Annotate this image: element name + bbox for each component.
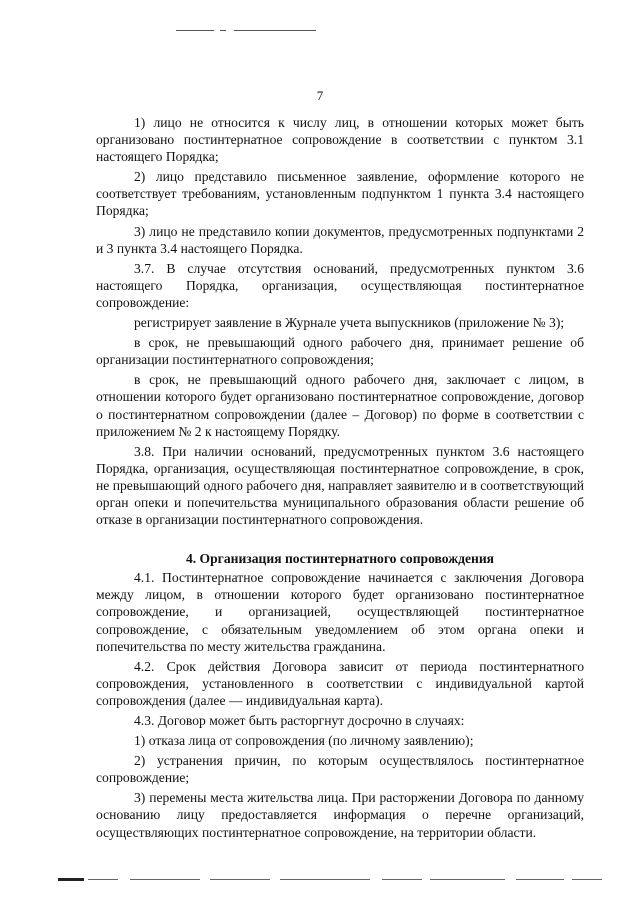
paragraph: 1) лицо не относится к числу лиц, в отношении которых может быть организовано постинтернатное сопровождение в соответствии с пунктом 3.1 настоящего Порядка; (96, 115, 584, 165)
document-body (96, 114, 584, 841)
paragraph: 2) лицо представило письменное заявление, оформление которого не соответствует требованиям, установленным подпунктом 1 пункта 3.4 настоящего Порядка; (96, 169, 584, 219)
paragraph: 3) перемены места жительства лица. При расторжении Договора по данному основанию лицу предоставляется информация о перечне организаций, осуществляющих постинтернатное сопровождение, на территории области. (96, 790, 584, 840)
paragraph: 3.7. В случае отсутствия оснований, предусмотренных пунктом 3.6 настоящего Порядка, организация, осуществляющая постинтернатное сопровождение: (96, 260, 584, 310)
paragraph: 1) отказа лица от сопровождения (по личному заявлению); (134, 733, 474, 749)
paragraph: 4.3. Договор может быть расторгнут досрочно в случаях: (134, 713, 465, 728)
bottom-scan-marks (30, 879, 610, 883)
section-heading: 4. Организация постинтернатного сопровождения (185, 551, 495, 567)
paragraph: 3) лицо не представило копии документов, предусмотренных подпунктами 2 и 3 пункта 3.4 настоящего Порядка. (96, 223, 584, 256)
paragraph: регистрирует заявление в Журнале учета выпускников (приложение № 3); (134, 315, 565, 331)
paragraph: 4.2. Срок действия Договора зависит от периода постинтернатного сопровождения, установленного в соответствии с индивидуальной картой сопровождения (далее — индивидуальная карта). (96, 658, 584, 708)
paragraph: в срок, не превышающий одного рабочего дня, заключает с лицом, в отношении которого будет организовано постинтернатное сопровождение, договор о постинтернатном сопровождении (далее – Договор) по форме в соответствии с приложением № 2 к настоящему Порядку. (96, 372, 584, 439)
top-scan-marks (176, 30, 316, 34)
paragraph: 4.1. Постинтернатное сопровождение начинается с заключения Договора между лицом, в отношении которого будет организовано постинтернатное сопровождение, и организацией, осуществляющей постинтернатное сопровождение, с обязательным уведомлением об этом органа опеки и попечительства по месту жительства гражданина. (96, 570, 584, 654)
paragraph: в срок, не превышающий одного рабочего дня, принимает решение об организации постинтернатного сопровождения; (96, 335, 584, 368)
page-number: 7 (316, 88, 324, 103)
paragraph: 2) устранения причин, по которым осуществлялось постинтернатное сопровождение; (96, 753, 584, 786)
paragraph: 3.8. При наличии оснований, предусмотренных пунктом 3.6 настоящего Порядка, организация, осуществляющая постинтернатное сопровождение, в срок, не превышающий одного рабочего дня, направляет заявителю и в соответствующий орган опеки и попечительства муниципального образования области решение об отказе в организации постинтернатного сопровождения. (96, 443, 584, 528)
